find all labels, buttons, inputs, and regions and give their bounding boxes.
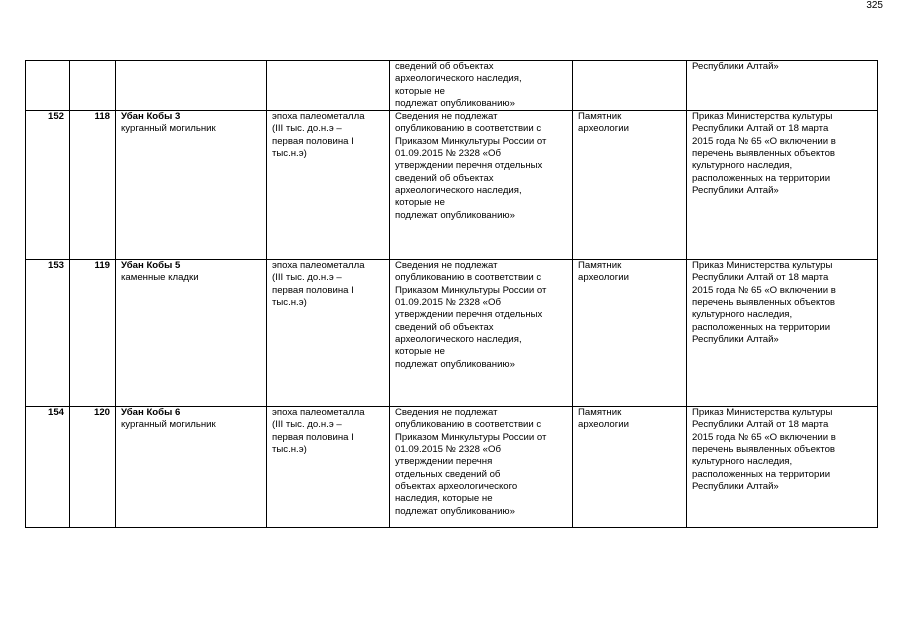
object-id-cell: 120 [70, 407, 116, 528]
category-cell [573, 111, 687, 260]
object-type: курганный могильник [121, 419, 216, 431]
location-status-cell [390, 260, 573, 407]
period-cell [267, 407, 390, 528]
document-cell [687, 61, 878, 111]
object-name: Убан Кобы 6 [121, 407, 181, 419]
category-text: Памятник археологии [578, 260, 629, 284]
object-name-cell [116, 407, 267, 528]
period-text: эпоха палеометалла (III тыс. до.н.э – первая половина I тыс.н.э) [272, 260, 365, 309]
category-cell [573, 260, 687, 407]
row-number-cell: 152 [26, 111, 70, 260]
object-name: Убан Кобы 3 [121, 111, 181, 123]
object-type: каменные кладки [121, 272, 199, 284]
document-cell [687, 407, 878, 528]
location-status-text: сведений об объектах археологического наследия, которые не подлежат опубликованию» [395, 61, 522, 109]
period-text: эпоха палеометалла (III тыс. до.н.э – первая половина I тыс.н.э) [272, 111, 365, 160]
period-cell [267, 111, 390, 260]
period-cell [267, 61, 390, 111]
row-number-cell [26, 61, 70, 111]
table-row [26, 260, 878, 407]
period-text: эпоха палеометалла (III тыс. до.н.э – первая половина I тыс.н.э) [272, 407, 365, 456]
category-cell [573, 407, 687, 528]
page-number: 325 [866, 0, 883, 11]
object-type: курганный могильник [121, 123, 216, 135]
category-text: Памятник археологии [578, 407, 629, 431]
document-text: Приказ Министерства культуры Республики Алтай от 18 марта 2015 года № 65 «О включении в перечень выявленных объектов культурного наследия, расположенных на территории Республики Алтай» [692, 407, 836, 492]
object-name-cell [116, 61, 267, 111]
table-row [26, 407, 878, 528]
location-status-text: Сведения не подлежат опубликованию в соответствии с Приказом Минкультуры России от 01.09.2015 № 2328 «Об утверждении перечня отдельных сведений об объектах археологического наследия, которые не подлежат опубликованию» [395, 260, 547, 370]
object-name-cell [116, 260, 267, 407]
period-cell [267, 260, 390, 407]
object-id-cell: 118 [70, 111, 116, 260]
category-cell [573, 61, 687, 111]
document-text: Приказ Министерства культуры Республики Алтай от 18 марта 2015 года № 65 «О включении в перечень выявленных объектов культурного наследия, расположенных на территории Республики Алтай» [692, 260, 836, 345]
object-id-cell: 119 [70, 260, 116, 407]
row-number-cell: 154 [26, 407, 70, 528]
document-cell [687, 111, 878, 260]
location-status-cell [390, 407, 573, 528]
object-name: Убан Кобы 5 [121, 260, 181, 272]
document-text: Приказ Министерства культуры Республики Алтай от 18 марта 2015 года № 65 «О включении в перечень выявленных объектов культурного наследия, расположенных на территории Республики Алтай» [692, 111, 836, 196]
location-status-cell [390, 61, 573, 111]
location-status-cell [390, 111, 573, 260]
category-text: Памятник археологии [578, 111, 629, 135]
document-text: Республики Алтай» [692, 61, 779, 72]
object-id-cell [70, 61, 116, 111]
document-cell [687, 260, 878, 407]
object-name-cell [116, 111, 267, 260]
location-status-text: Сведения не подлежат опубликованию в соответствии с Приказом Минкультуры России от 01.09.2015 № 2328 «Об утверждении перечня отдельных сведений об объектах археологического наследия, которые не подлежат опубликованию» [395, 407, 547, 517]
location-status-text: Сведения не подлежат опубликованию в соответствии с Приказом Минкультуры России от 01.09.2015 № 2328 «Об утверждении перечня отдельных сведений об объектах археологического наследия, которые не подлежат опубликованию» [395, 111, 547, 221]
row-number-cell: 153 [26, 260, 70, 407]
heritage-register-table [25, 60, 878, 528]
table-row [26, 111, 878, 260]
table-row [26, 61, 878, 111]
